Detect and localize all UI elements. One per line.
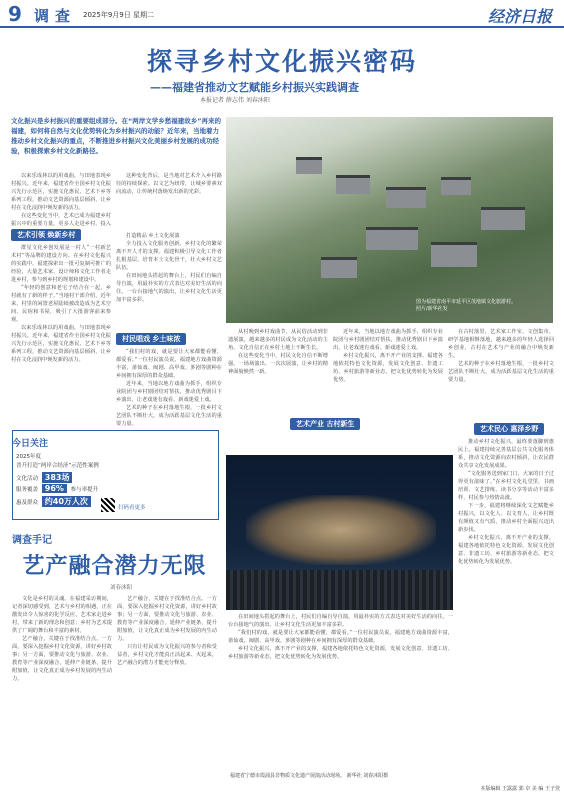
paragraph: 乡村文化振兴，离不开产业的支撑。福建各地依托特色文化资源，发展文化创意、非遗工坊、乡村旅游等新业态，把文化优势转化为发展优势。 — [458, 535, 554, 565]
paragraph: 这种变化背后，是当地对艺术介入乡村路径的持续探索。以文艺为纽带，让城乡要素双向流动，让传统村落焕发出新的光彩。 — [116, 173, 222, 195]
stat-label: 惠及群众 — [16, 500, 39, 506]
col6-text — [333, 328, 443, 448]
paragraph: 推动乡村文化振兴，最终要落脚到惠民上。福建持续完善基层公共文化服务体系，推动文化资源向农村倾斜，让农民群众共享文化发展成果。 — [458, 439, 554, 469]
essay-col1 — [12, 595, 112, 785]
paragraph: “文化服务送到家门口，大家的日子过得更有滋味了。”在乡村文化礼堂里，书画培训、文艺排练、读书分享等活动丰富多样，村民参与热情高涨。 — [458, 471, 554, 501]
col8-text — [458, 438, 554, 778]
paragraph: 文化是乡村的灵魂。在福建采访期间，记者深切感受到，艺术与乡村的相遇，正在激发出令人惊喜的化学反应。艺术家走进乡村，带来了新的理念和创意；乡村为艺术提供了广阔的舞台和丰富的素材。 — [12, 596, 112, 634]
paragraph: 在田间地头搭起的舞台上，村民们自编自导自演，用最朴实的方式表达对美好生活的向往。一台台接地气的演出，让乡村文化生活更加丰富多彩。 — [116, 273, 222, 303]
paragraph: 艺产融合，关键在于找准结合点。一方面，要深入挖掘乡村文化资源，讲好乡村故事；另一方面，要推动文化与旅游、农业、教育等产业深度融合，延伸产业链条，提升附加值，让文化真正成为乡村发展的内生动力。 — [117, 596, 217, 642]
essay-title: 艺产融合潜力无限 — [22, 554, 207, 579]
col4-text — [116, 348, 222, 426]
stats-line2: 晋升打造“两岸合经济”示范性案例 — [16, 463, 99, 469]
col5-text — [228, 328, 328, 448]
paragraph: 以来乐成林以的用戏曲，与田地表现乡村振兴。近年来，福建省作全国乡村文化振兴先行示范区，实施文化惠民、艺术下乡等系列工程，推动文艺资源向基层倾斜，让乡村在文化浸润中焕发新的活力。 — [11, 325, 111, 363]
stat-value: 96% — [42, 484, 67, 493]
paragraph: 艺产融合，关键在于找准结合点。一方面，要深入挖掘乡村文化资源，讲好乡村故事；另一方面，要推动文化与旅游、农业、教育等产业深度融合，延伸产业链条，提升附加值，让文化真正成为乡村发展的内生动力。 — [12, 636, 112, 682]
paragraph: 群星文化乡创发展是一村人“一村新艺术村”等品牌的建设方向。在乡村文化振兴的实践中，福建探索出一批可复制可推广的经验，大量艺术家、设计师和文化工作者走进乡村，参与到乡村的规划和建设中。 — [11, 245, 111, 283]
stats-row-3 — [16, 496, 93, 507]
paragraph: “我们村的戏，就是要让大家都能看懂、都爱看。”一位村民演员说。福建地方戏曲资源丰富，莆仙戏、闽剧、高甲戏、芗剧等剧种在乡间拥有深厚的群众基础。 — [228, 630, 453, 644]
qr-code-icon[interactable] — [101, 498, 115, 512]
paragraph: 近年来，当地以地方戏曲为抓手，组织专业院团与乡村剧团结对帮扶，推动优秀剧目下乡演出，让老戏迷有戏看、新戏迷爱上戏。 — [333, 329, 443, 351]
subhead-2: 村民唱戏 乡土味浓 — [116, 333, 186, 345]
issue-date: 2025年9月9日 星期二 — [83, 11, 154, 19]
paragraph: 下一步，福建将继续深化文艺赋能乡村振兴，以文化人、以文育人，让乡村既有颜值又有气质，推动乡村全面振兴迈出新步伐。 — [458, 503, 554, 533]
page-footer-credits: 本版编辑 王露露 郭 卓 美 编 王子萱 — [480, 786, 560, 792]
paragraph: 全力投入文化服务创新。乡村文化的繁荣离不开人才的支撑。福建积极引导文化工作者扎根基层，培育本土文化骨干，壮大乡村文艺队伍。 — [116, 241, 222, 271]
newspaper-masthead: 经济日报 — [487, 7, 552, 26]
stat-label: 文化活动 — [16, 476, 39, 482]
page-header — [0, 0, 564, 28]
stat-label: 服务覆盖 — [16, 487, 39, 493]
paragraph: “我们村的戏，就是要让大家都能看懂、都爱看。”一位村民演员说。福建地方戏曲资源丰富，莆仙戏、闽剧、高甲戏、芗剧等剧种在乡间拥有深厚的群众基础。 — [116, 349, 222, 379]
col1-text — [11, 172, 111, 226]
section-name: 调查 — [34, 7, 77, 25]
col7-text — [448, 328, 554, 418]
col1b-text — [116, 172, 222, 226]
stats-box-title: 今日关注 — [12, 439, 49, 449]
col9-text — [228, 613, 453, 771]
essay-col2 — [117, 595, 217, 785]
paragraph: 以来乐成林以的用戏曲，与田地表现乡村振兴。近年来，福建省作全国乡村文化振兴先行示范区，实施文化惠民、艺术下乡等系列工程，推动文艺资源向基层倾斜，让乡村在文化浸润中焕发新的活力。 — [11, 173, 111, 211]
article-subtitle: ——福建省推动文艺赋能乡村振兴实践调查 — [150, 81, 359, 94]
subhead-4: 艺术民心 惠泽乡野 — [474, 423, 544, 435]
stats-row-2 — [16, 484, 98, 493]
paragraph: 打造精品 乡土文化展演 — [126, 233, 180, 239]
paragraph: 在这些变化当中，艺术已成为福建乡村振兴中的重要力量。更多人走进乡村、投入 — [11, 213, 111, 226]
subhead-3: 艺术产业 古村新生 — [290, 418, 360, 430]
col3-text — [116, 232, 222, 328]
photo1-caption: 图为福建省南平市延平区茂地镇文化旅游村。 照片/新华社发 — [416, 299, 517, 312]
paragraph: 在这些变化当中，村民文化自信不断增强。一场场演出、一次次展演，让乡村的精神面貌焕然一新。 — [228, 353, 328, 375]
paragraph: 只有让村民成为文化振兴的参与者和受益者，乡村文化才能真正活起来、火起来，艺产融合的潜力才能充分释放。 — [117, 644, 217, 666]
photo2-caption: 福建省宁德市霞浦县非物质文化遗产展演活动现场。 新华社 刘春沐阳摄 — [230, 773, 389, 779]
article-byline: 本报记者 薛志伟 刘春沐阳 — [200, 97, 270, 104]
stat-value: 约40万人次 — [42, 496, 91, 507]
col2-text — [11, 244, 111, 426]
paragraph: 从村晚到乡村戏曲节，从民俗活动到非遗展演，越来越多的村民成为文化活动的主角。文化自信正在乡村土地上不断生长。 — [228, 329, 328, 351]
paragraph: 艺术的种子在乡村落地生根，一批乡村文艺团队不断壮大，成为活跃基层文化生活的重要力量。 — [448, 361, 554, 383]
page-number: 9 — [8, 2, 22, 26]
stat-value: 383场 — [42, 472, 73, 483]
paragraph: 近年来，当地以地方戏曲为抓手，组织专业院团与乡村剧团结对帮扶，推动优秀剧目下乡演出，让老戏迷有戏看、新戏迷爱上戏。 — [116, 381, 222, 403]
paragraph: 艺术的种子在乡村落地生根，一批乡村文艺团队不断壮大，成为活跃基层文化生活的重要力量。 — [116, 405, 222, 426]
qr-label: 扫码看更多 — [118, 505, 146, 511]
stats-row-1 — [16, 472, 74, 483]
paragraph: 乡村文化振兴，离不开产业的支撑。福建各地依托特色文化资源，发展文化创意、非遗工坊、乡村旅游等新业态，把文化优势转化为发展优势。 — [228, 646, 453, 660]
stat-suffix: 参与率提升 — [70, 487, 99, 493]
paragraph: 乡村文化振兴，离不开产业的支撑。福建各地依托特色文化资源，发展文化创意、非遗工坊、乡村旅游等新业态，把文化优势转化为发展优势。 — [333, 353, 443, 383]
subhead-1: 艺术引领 焕新乡村 — [11, 229, 81, 241]
village-aerial-photo — [226, 117, 553, 323]
essay-header: 调查手记 — [12, 535, 52, 546]
article-title: 探寻乡村文化振兴密码 — [146, 47, 417, 76]
paragraph: “年轻的创意和老宅子结合在一起，乡村就有了新的样子。”当地村干部介绍，近年来，村里的闲置老屋陆续被改造成为艺术空间、民宿和书屋，吸引了大批游客前来参观。 — [11, 285, 111, 323]
stats-line1: 2025年度 — [16, 454, 41, 460]
essay-byline: 刘春沐阳 — [110, 585, 133, 591]
paragraph: 在古村落里，艺术家工作室、文创集市、研学基地相继落地，越来越多的年轻人选择回乡创业，古村在艺术与产业的融合中焕发新生。 — [448, 329, 554, 359]
stage-performance-photo — [226, 455, 453, 610]
paragraph: 在田间地头搭起的舞台上，村民们自编自导自演，用最朴实的方式表达对美好生活的向往。一台台接地气的演出，让乡村文化生活更加丰富多彩。 — [228, 614, 453, 628]
article-lead: 文化振兴是乡村振兴的重要组成部分。在“两岸文学乡愁福建故乡”再来的福建，如何将自然与文化优势转化为乡村振兴的动能？近年来，当地着力推动乡村文化振兴的重点，不断推进乡村振兴文化美丽乡村发展的成功经验，积极探索乡村文化新路径。 — [11, 117, 222, 155]
